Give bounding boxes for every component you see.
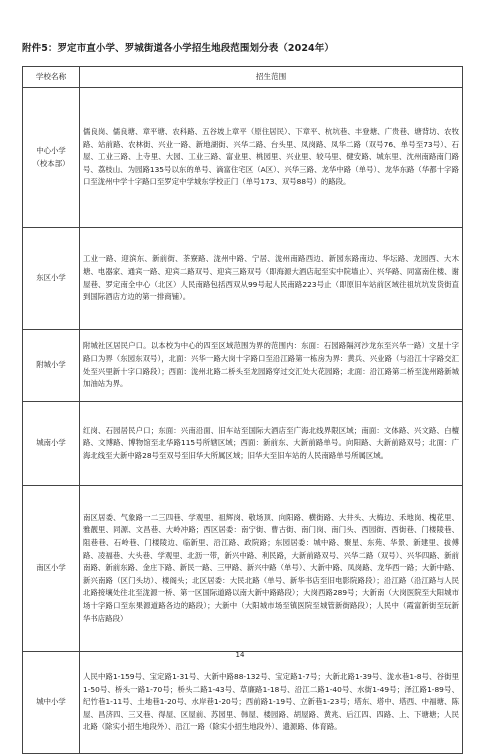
school-name: 附城小学 <box>36 360 66 370</box>
school-name: 东区小学 <box>36 273 66 283</box>
enrollment-range: 附城社区居民户口。以本校为中心的四至区域范围为界的范围内：东面：石园路隔河沙龙东至兴华一路）文星十字路口为界（东园东双号），北面：兴华一路大岗十字路口至沿江路第一栋房为界：黄兵、兴业路（与沿江十字路交汇处至兴里新十字口路段）；西面：泷州北路二桥头至龙园路穿过交汇处大花园路；北面：沿江路第二桥至泷州路新城加油站为界。 <box>80 330 463 402</box>
header-enrollment-range: 招生范围 <box>80 67 463 88</box>
table-row <box>23 330 463 402</box>
school-cell <box>23 330 80 402</box>
school-name: 城南小学 <box>36 438 66 448</box>
school-cell <box>23 486 80 652</box>
school-subname: （校本部） <box>32 158 70 168</box>
table-row <box>23 486 463 652</box>
school-cell <box>23 652 80 754</box>
school-cell <box>23 88 80 228</box>
page-number: 14 <box>235 651 245 659</box>
enrollment-range: 儒良岗、儒良塘、章平塘、农科路、五谷坡上章平（原住居民）、下章平、杭坑巷、丰登塘、广贵巷、塘背坊、农牧路、站前路、农林街、兴业一路、新地湖街、兴华二路、台头里、凤岗路、凤华二路（双号76、单号至73号）、石屋、工业三路、上寺里、大园、工业三路、富业里、桃园里、兴业里、较马里、健安路、城东里、沈州南路南门路号、荔枝山、为园路135号以东的单号、滴富住宅区（A区）、兴华三路、龙华中路（单号）、龙华东路（华都十字路口至泷州中学十字路口至罗定中学城东学校正门（单号173、双号88号）的路段。 <box>80 88 463 228</box>
table-row <box>23 402 463 486</box>
school-name: 城中小学 <box>36 697 66 707</box>
enrollment-range: 人民中路1-159号、宝定路1-31号、大新中路88-132号、宝定路1-7号；大新北路1-39号、泷水巷1-8号、谷街里1-50号、桥头一路1-70号；桥头二路1-43号、草廉路1-18号、沿江二路1-40号、水街1-49号；泽江路1-89号、纪竹巷1-11号、土地巷1-20号、水岸巷1-20号；西前路1-19号、立新巷1-23号；塔东、塔中、塔西、中福塘、陈屋、昌济四、三又巷、得屋、区屋前、苏园里、韩屋、楼园路、胡屋路、黄兆、后江四、四路、上、下塘塘；人民北路（除实小招生地段外）、沿江一路（除实小招生地段外）、遗源路、体育路。 <box>80 652 463 754</box>
school-name: 中心小学 <box>36 145 66 155</box>
enrollment-range: 工业一路、迎滨东、新前街、茶寮路、泷州中路、宁居、泷州南路西边、新园东路南边、华坛路、龙园西、大木塘、电器家、通宾一路、迎宾二路双号、迎宾三路双号（即海源大酒店起至实中院墙止）、兴华路、同富南住楼、谢屋巷、罗定南全中心（北区）人民南路包括西双从99号起人民南路223号止（即原旧车站前区域往祖坑坑发货街直到国际酒店方边的第一排商铺）。 <box>80 228 463 330</box>
header-school-name: 学校名称 <box>23 67 80 88</box>
table-row <box>23 88 463 228</box>
table-row <box>23 652 463 754</box>
school-cell <box>23 402 80 486</box>
school-cell <box>23 228 80 330</box>
table-row <box>23 228 463 330</box>
enrollment-range: 南区居委、气象路一二三四巷、学观里、祖辉岗、敬场顶、向阳路、横街路、大井头、大梅边、禾地岗、槐花里、雅靓里、同源、文昌巷、大岭冲路；西区居委：南宁街、曹古街、南门岗、南门头、西园街、西街巷、门楼陵巷、阻巷巷、石岭巷、门楼陵边、临新里、沿江路、政院路；东园居委：城中路、聚星、东苑、华景、新建里、拔傅路、凌福巷、大头巷、学观里、北沥一带，新兴中路、利民路，大新前路双号、兴华二路（双号）、兴华四路、新前南路、新前东路、金庄下路、新民一路、三甲路、新兴中路（单号）、大新中路、凤岗路、龙华西一路；大新中路、新兴南路（区门头坊）、楼阁头；北区居委：大民北路（单号、新华书店至旧电影院路段）；沿江路（沿江路与人民北路接壤处往北至泷源一桥、第一区国际道路以南大新中路路段）；大岗西路289号；大新南（大岗医院至大阳城市场十字路口至东果源道路各边的路段）；大新中（大阳城市场至镇医院至城管新街路段）；人民中（霞富新街至玩新华书店路段） <box>80 486 463 652</box>
page-title: 附件5：罗定市直小学、罗城街道各小学招生地段范围划分表（2024年） <box>22 43 334 54</box>
school-name: 南区小学 <box>36 563 66 573</box>
table-header-row <box>23 67 463 88</box>
enrollment-range: 红岗、石园居民户口；东面：兴南沿面、旧车站至国际大酒店至广海北线界限区域；南面：文体路、兴文路、白檀路、文博路、博物馆至北华路115号所辖区域；西面：新前东、大新前路单号。向阳路、大新前路双号；北面：广海北线至大新中路28号至双号至旧华大所属区域；旧华大至旧车站的人民南路单号所属区域。 <box>80 402 463 486</box>
